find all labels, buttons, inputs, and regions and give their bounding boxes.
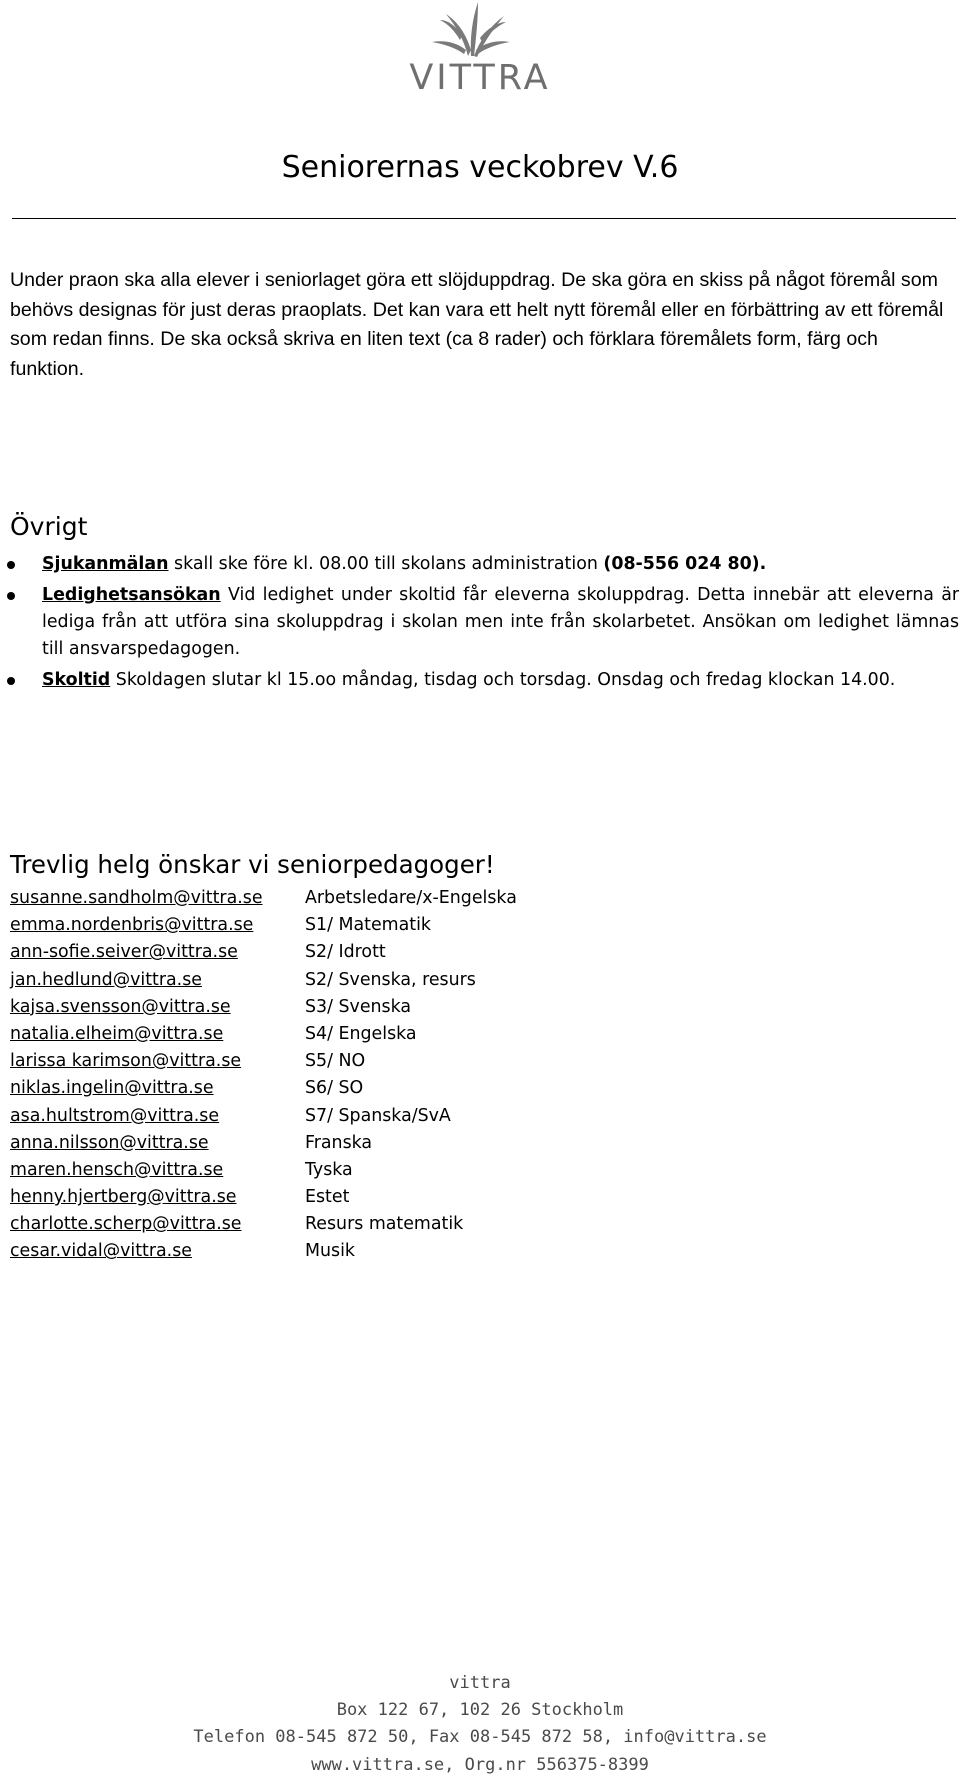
item-text: Vid ledighet under skoltid får eleverna skoluppdrag. Detta innebär att eleverna är lediga från att utföra sina skoluppdrag i skolan men inte från skolarbetet. Ansökan om ledighet lämnas till ansvarspedagogen. <box>42 585 959 659</box>
footer-web: www.vittra.se, Org.nr 556375-8399 <box>311 1754 649 1775</box>
contact-role: Franska <box>305 1132 373 1153</box>
contact-email-link[interactable]: susanne.sandholm@vittra.se <box>10 888 263 908</box>
contact-email-link[interactable]: emma.nordenbris@vittra.se <box>10 915 254 936</box>
signoff-heading: Trevlig helg önskar vi seniorpedagoger! <box>10 850 495 879</box>
item-lead: Skoltid <box>42 670 111 690</box>
contact-row <box>10 939 517 966</box>
contact-role: S3/ Svenska <box>305 996 412 1017</box>
contact-row <box>10 1021 517 1048</box>
contact-role: S2/ Idrott <box>305 942 386 963</box>
footer-address: Box 122 67, 102 26 Stockholm <box>336 1700 624 1721</box>
vittra-sprout-icon <box>360 0 600 60</box>
contact-list <box>10 885 517 1266</box>
contact-role: Resurs matematik <box>305 1214 464 1235</box>
contact-email-link[interactable]: larissa karimson@vittra.se <box>10 1051 242 1072</box>
item-phone: (08-556 024 80). <box>603 554 767 574</box>
intro-paragraph: Under praon ska alla elever i seniorlaget göra ett slöjduppdrag. De ska göra en skiss på något föremål som behövs designas för just deras praoplats. Det kan vara ett helt nytt föremål eller en förbättring av ett föremål som redan finns. De ska också skriva en liten text (ca 8 rader) och förklara föremålets form, färg och funktion. <box>10 269 944 380</box>
section-heading-other: Övrigt <box>10 512 88 541</box>
list-item-leave-request <box>0 582 959 663</box>
logo-wordmark: VITTRA <box>409 58 551 98</box>
contact-role: S6/ SO <box>305 1078 364 1099</box>
contact-row <box>10 885 517 912</box>
contact-email-link[interactable]: kajsa.svensson@vittra.se <box>10 996 231 1017</box>
bullet-icon <box>7 561 15 569</box>
contact-role: Musik <box>305 1241 355 1262</box>
contact-email-link[interactable]: anna.nilsson@vittra.se <box>10 1132 209 1153</box>
contact-role: S1/ Matematik <box>305 915 431 936</box>
item-lead: Ledighetsansökan <box>42 585 221 605</box>
contact-row <box>10 1075 517 1102</box>
contact-row <box>10 1048 517 1075</box>
list-item-sick-leave <box>0 551 959 578</box>
bullet-icon <box>7 677 15 685</box>
contact-role: S7/ Spanska/SvA <box>305 1105 451 1126</box>
contact-row <box>10 1238 517 1265</box>
contact-row <box>10 994 517 1021</box>
bullet-icon <box>7 592 15 600</box>
contact-email-link[interactable]: henny.hjertberg@vittra.se <box>10 1187 237 1208</box>
contact-row <box>10 1103 517 1130</box>
contact-role: S2/ Svenska, resurs <box>305 969 476 990</box>
page-title: Seniorernas veckobrev V.6 <box>281 150 679 185</box>
contact-role: Tyska <box>305 1159 353 1180</box>
contact-email-link[interactable]: asa.hultstrom@vittra.se <box>10 1105 220 1126</box>
contact-role: Estet <box>305 1187 350 1208</box>
contact-email-link[interactable]: ann-sofie.seiver@vittra.se <box>10 942 238 963</box>
footer-phone: Telefon 08-545 872 50, Fax 08-545 872 58, info@vittra.se <box>193 1727 767 1748</box>
list-item-school-hours <box>0 667 959 694</box>
info-list <box>0 551 960 698</box>
contact-email-link[interactable]: jan.hedlund@vittra.se <box>10 969 202 990</box>
contact-role: S4/ Engelska <box>305 1023 417 1044</box>
item-text: skall ske före kl. 08.00 till skolans administration <box>168 554 604 574</box>
contact-row <box>10 1211 517 1238</box>
contact-email-link[interactable]: cesar.vidal@vittra.se <box>10 1241 192 1262</box>
contact-role: S5/ NO <box>305 1051 366 1072</box>
contact-row <box>10 1157 517 1184</box>
title-divider <box>12 218 956 219</box>
contact-role: Arbetsledare/x-Engelska <box>305 888 517 908</box>
footer-org-name: vittra <box>449 1673 511 1693</box>
contact-email-link[interactable]: niklas.ingelin@vittra.se <box>10 1078 214 1099</box>
item-text: Skoldagen slutar kl 15.oo måndag, tisdag och torsdag. Onsdag och fredag klockan 14.00. <box>110 670 896 690</box>
item-lead: Sjukanmälan <box>42 554 169 574</box>
contact-row <box>10 1130 517 1157</box>
page-footer <box>0 1670 960 1779</box>
contact-email-link[interactable]: maren.hensch@vittra.se <box>10 1159 224 1180</box>
contact-email-link[interactable]: natalia.elheim@vittra.se <box>10 1023 224 1044</box>
contact-row <box>10 1184 517 1211</box>
vittra-logo <box>360 0 600 104</box>
contact-row <box>10 912 517 939</box>
contact-row <box>10 967 517 994</box>
contact-email-link[interactable]: charlotte.scherp@vittra.se <box>10 1214 242 1235</box>
